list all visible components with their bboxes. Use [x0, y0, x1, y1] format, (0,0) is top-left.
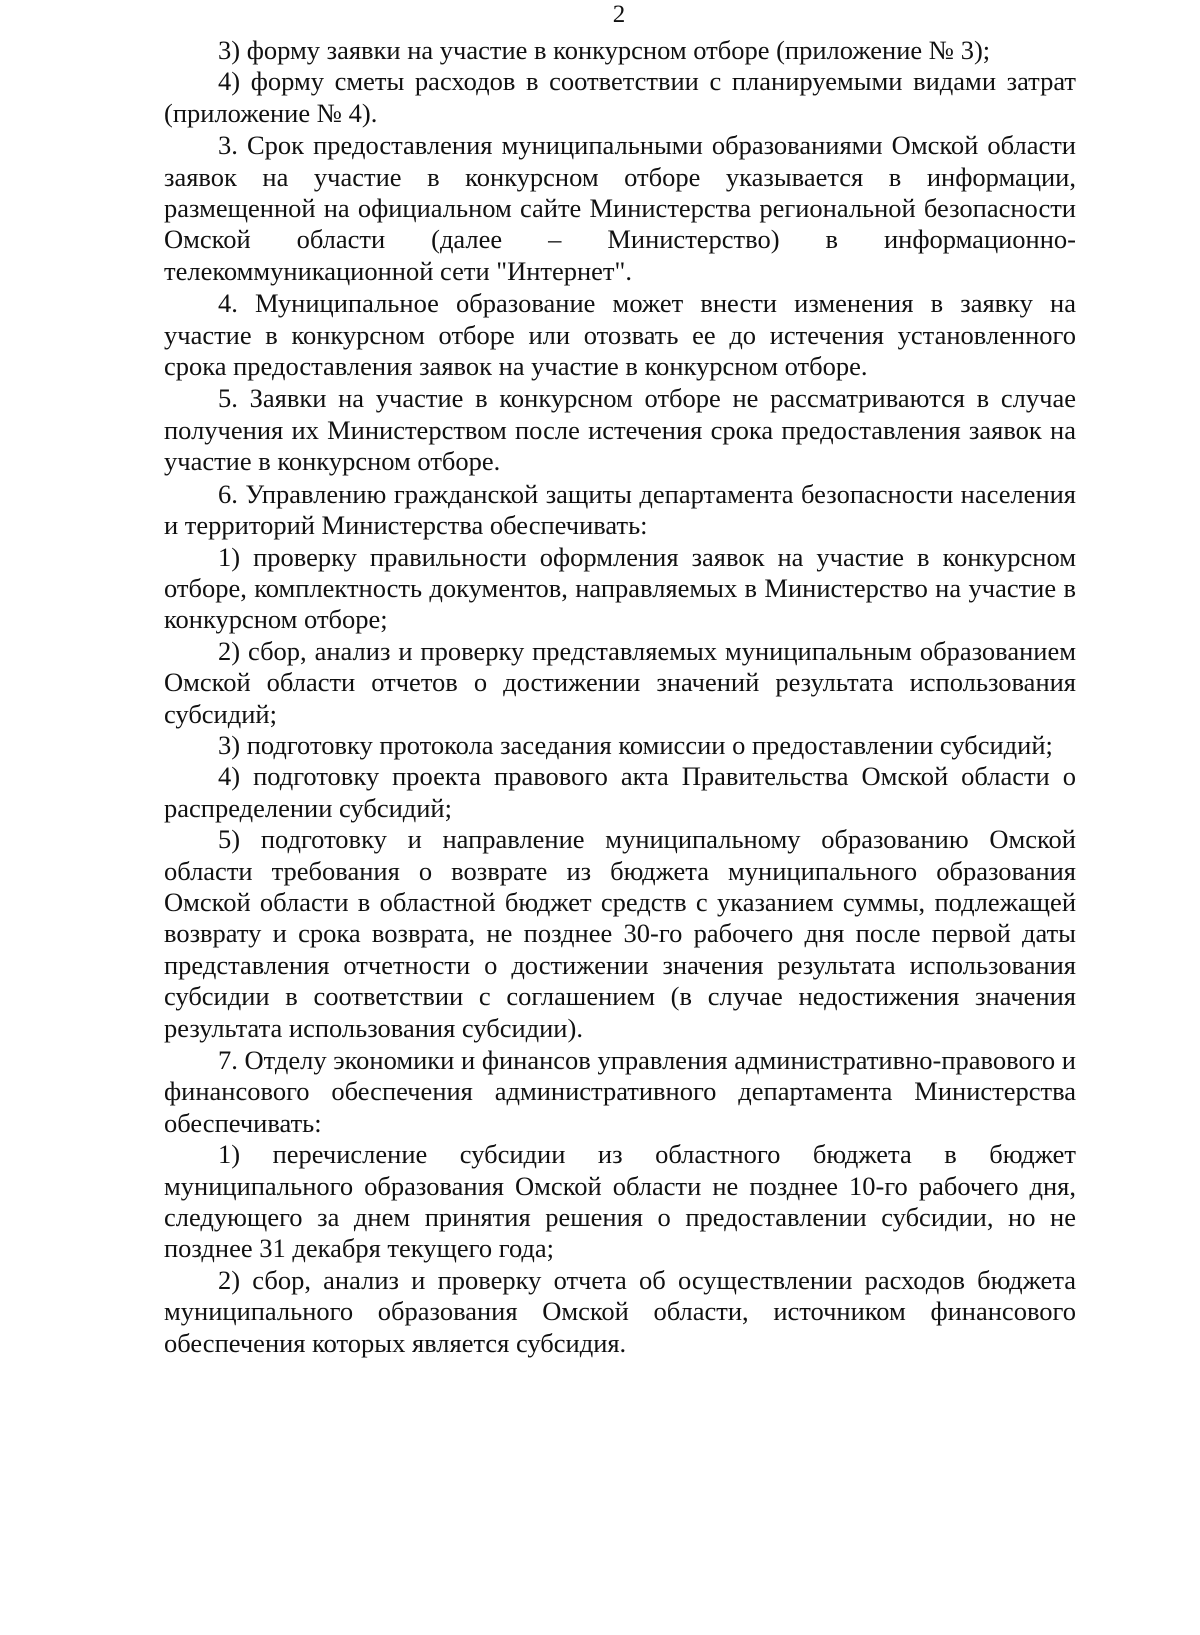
page-number: 2 — [612, 1, 626, 28]
paragraph-5-late-applications: 5. Заявки на участие в конкурсном отборе не рассматриваются в случае получения их Министерством после истечения срока предоставления заявок на участие в конкурсном отборе. — [164, 383, 1076, 477]
paragraph-6-item-3: 3) подготовку протокола заседания комиссии о предоставлении субсидий; — [218, 729, 1053, 760]
paragraph-3-submission-deadline: 3. Срок предоставления муниципальными образованиями Омской области заявок на участие в конкурсном отборе указывается в информации, размещенной на официальном сайте Министерства региональной безопасности Омской области (далее – Министерство) в информационно-телекоммуникационной сети "Интернет". — [164, 130, 1076, 286]
document-body — [164, 34, 1076, 1359]
paragraph-6-civil-defense-duties: 6. Управлению гражданской защиты департамента безопасности населения и территорий Министерства обеспечивать: — [164, 478, 1076, 541]
paragraph-6-item-1: 1) проверку правильности оформления заявок на участие в конкурсном отборе, комплектность документов, направляемых в Министерство на участие в конкурсном отборе; — [164, 541, 1076, 635]
paragraph-6-item-4: 4) подготовку проекта правового акта Правительства Омской области о распределении субсидий; — [164, 761, 1076, 823]
paragraph-7-item-2: 2) сбор, анализ и проверку отчета об осуществлении расходов бюджета муниципального образования Омской области, источником финансового обеспечения которых является субсидия. — [164, 1264, 1076, 1358]
paragraph-6-item-2: 2) сбор, анализ и проверку представляемых муниципальным образованием Омской области отчетов о достижении значений результата использования субсидий; — [164, 635, 1076, 729]
paragraph-7-finance-duties: 7. Отделу экономики и финансов управления административно-правового и финансового обеспечения административного департамента Министерства обеспечивать: — [164, 1045, 1076, 1138]
paragraph-item-3-form-application: 3) форму заявки на участие в конкурсном отборе (приложение № 3); — [218, 35, 991, 65]
paragraph-item-4-form-estimate: 4) форму сметы расходов в соответствии с планируемыми видами затрат (приложение № 4). — [164, 66, 1076, 128]
paragraph-6-item-5: 5) подготовку и направление муниципальному образованию Омской области требования о возврате из бюджета муниципального образования Омской области в областной бюджет средств с указанием суммы, подлежащей возврату и срока возврата, не позднее 30-го рабочего дня после первой даты представления отчетности о достижении значения результата использования субсидии в соответствии с соглашением (в случае недостижения значения результата использования субсидии). — [164, 824, 1076, 1043]
paragraph-7-item-1: 1) перечисление субсидии из областного бюджета в бюджет муниципального образования Омской области не позднее 10-го рабочего дня, следующего за днем принятия решения о предоставлении субсидии, но не позднее 31 декабря текущего года; — [164, 1139, 1076, 1264]
paragraph-4-application-changes: 4. Муниципальное образование может внести изменения в заявку на участие в конкурсном отборе или отозвать ее до истечения установленного срока предоставления заявок на участие в конкурсном отборе. — [164, 288, 1076, 382]
